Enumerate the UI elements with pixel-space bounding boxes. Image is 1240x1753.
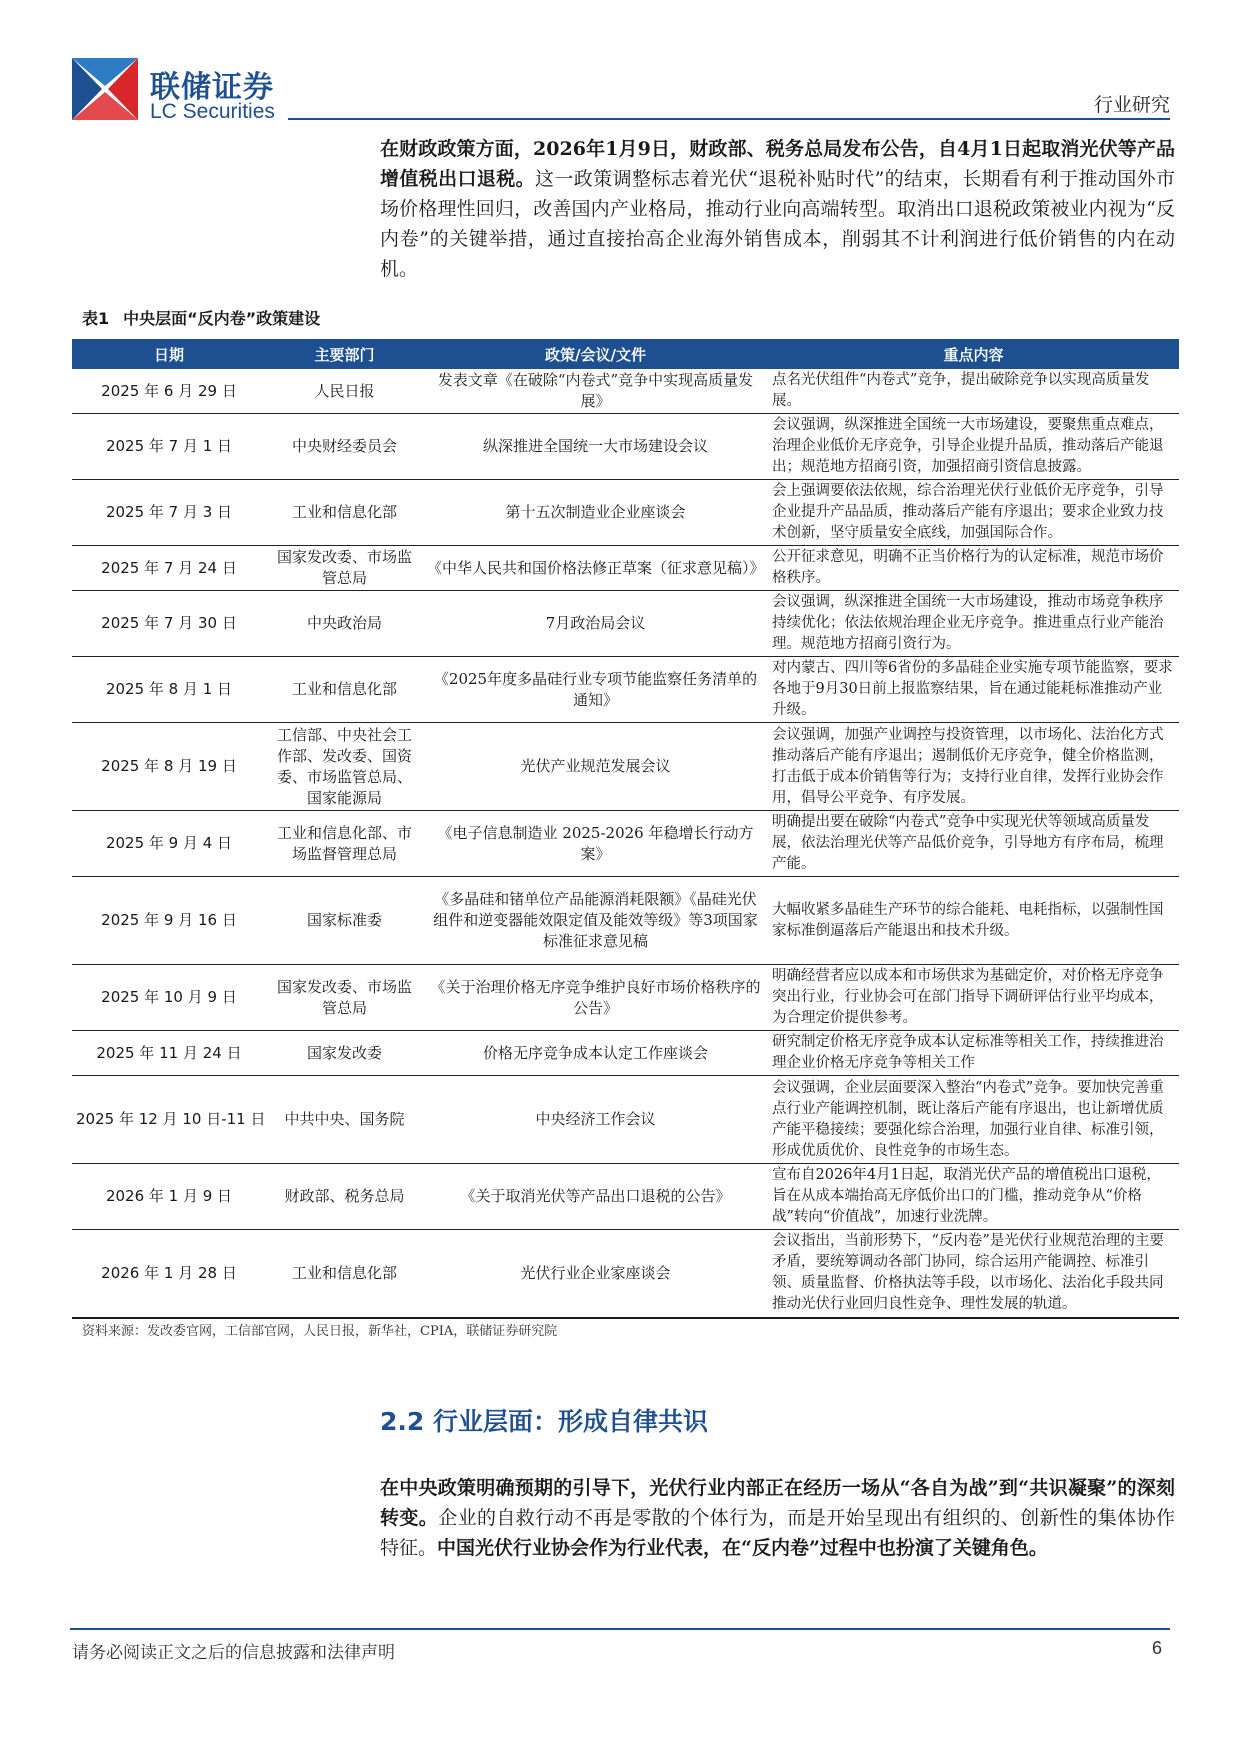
cell-policy: 第十五次制造业企业座谈会 [423, 480, 768, 546]
header-dept: 主要部门 [266, 339, 423, 369]
cell-dept: 工业和信息化部 [266, 480, 423, 546]
cell-content: 会议强调，企业层面要深入整治“内卷式”竞争。要加快完善重点行业产能调控机制，既让落后产能有序退出，也让新增优质产能平稳接续；要强化综合治理，加强行业自律、标准引领，形成优质优价、良性竞争的市场生态。 [768, 1076, 1179, 1164]
cell-dept: 国家发改委 [266, 1031, 423, 1076]
cell-date: 2025 年 10 月 9 日 [72, 965, 266, 1031]
paragraph-bold-text: 中国光伏行业协会作为行业代表，在“反内卷”过程中也扮演了关键角色。 [437, 1537, 1048, 1559]
table-row [72, 1031, 1179, 1076]
cell-dept: 工信部、中央社会工作部、发改委、国资委、市场监管总局、国家能源局 [266, 723, 423, 811]
cell-date: 2026 年 1 月 28 日 [72, 1230, 266, 1318]
paragraph-bold-text: 在中央政策明确预期的引导下，光伏行业内部正在经历一场从“各自为战”到“共识凝聚”的深刻转变。 [380, 1477, 1175, 1529]
cell-content: 研究制定价格无序竞争成本认定标准等相关工作，持续推进治理企业价格无序竞争等相关工作 [768, 1031, 1179, 1076]
fiscal-policy-paragraph [380, 134, 1175, 284]
cell-content: 会议强调，加强产业调控与投资管理，以市场化、法治化方式推动落后产能有序退出；遏制低价无序竞争，健全价格监测，打击低于成本价销售等行为；支持行业自律，发挥行业协会作用，倡导公平竞争、有序发展。 [768, 723, 1179, 811]
cell-policy: 《关于治理价格无序竞争维护良好市场价格秩序的公告》 [423, 965, 768, 1031]
table-row [72, 1164, 1179, 1230]
table-number: 表1 [82, 309, 110, 328]
cell-policy: 《中华人民共和国价格法修正草案（征求意见稿）》 [423, 546, 768, 591]
cell-content: 会上强调要依法依规，综合治理光伏行业低价无序竞争，引导企业提升产品品质，推动落后产能有序退出；要求企业致力技术创新，坚守质量安全底线，加强国际合作。 [768, 480, 1179, 546]
cell-content: 宣布自2026年4月1日起，取消光伏产品的增值税出口退税，旨在从成本端抬高无序低价出口的门槛，推动竞争从“价格战”转向“价值战”，加速行业洗牌。 [768, 1164, 1179, 1230]
table-row [72, 657, 1179, 723]
cell-date: 2026 年 1 月 9 日 [72, 1164, 266, 1230]
cell-date: 2025 年 7 月 1 日 [72, 414, 266, 480]
cell-date: 2025 年 9 月 16 日 [72, 877, 266, 965]
cell-dept: 人民日报 [266, 369, 423, 414]
cell-date: 2025 年 6 月 29 日 [72, 369, 266, 414]
cell-date: 2025 年 12 月 10 日-11 日 [72, 1076, 266, 1164]
cell-content: 明确提出要在破除“内卷式”竞争中实现光伏等领域高质量发展，依法治理光伏等产品低价竞争，引导地方有序布局，梳理产能。 [768, 811, 1179, 877]
logo-name-en: LC Securities [150, 100, 275, 123]
policy-table [72, 339, 1179, 1319]
cell-content: 会议指出，当前形势下，“反内卷”是光伏行业规范治理的主要矛盾，要统筹调动各部门协同，综合运用产能调控、标准引领、质量监督、价格执法等手段，以市场化、法治化手段共同推动光伏行业回归良性竞争、理性发展的轨道。 [768, 1230, 1179, 1318]
cell-policy: 《电子信息制造业 2025-2026 年稳增长行动方案》 [423, 811, 768, 877]
cell-policy: 7月政治局会议 [423, 591, 768, 657]
paragraph-bold-text: 在财政政策方面，2026年1月9日，财政部、税务总局发布公告，自4月1日起取消光伏等产品增值税出口退税。 [380, 138, 1175, 190]
cell-policy: 价格无序竞争成本认定工作座谈会 [423, 1031, 768, 1076]
cell-dept: 国家标准委 [266, 877, 423, 965]
table-header-row [72, 339, 1179, 369]
cell-policy: 光伏行业企业家座谈会 [423, 1230, 768, 1318]
table-row [72, 965, 1179, 1031]
industry-consensus-paragraph [380, 1473, 1175, 1563]
cell-date: 2025 年 7 月 3 日 [72, 480, 266, 546]
table-row [72, 811, 1179, 877]
cell-content: 点名光伏组件“内卷式”竞争，提出破除竞争以实现高质量发展。 [768, 369, 1179, 414]
cell-policy: 《关于取消光伏等产品出口退税的公告》 [423, 1164, 768, 1230]
table-title: 中央层面“反内卷”政策建设 [123, 309, 321, 328]
cell-dept: 中央政治局 [266, 591, 423, 657]
report-category: 行业研究 [1093, 94, 1170, 116]
paragraph-text: 这一政策调整标志着光伏“退税补贴时代”的结束，长期看有利于推动国外市场价格理性回归，改善国内产业格局，推动行业向高端转型。取消出口退税政策被业内视为“反内卷”的关键举措，通过直接抬高企业海外销售成本，削弱其不计利润进行低价销售的内在动机。 [380, 168, 1175, 280]
cell-policy: 发表文章《在破除“内卷式”竞争中实现高质量发展》 [423, 369, 768, 414]
table-source-note: 资料来源：发改委官网，工信部官网，人民日报，新华社，CPIA，联储证券研究院 [82, 1324, 558, 1339]
cell-content: 大幅收紧多晶硅生产环节的综合能耗、电耗指标，以强制性国家标准倒逼落后产能退出和技术升级。 [768, 877, 1179, 965]
cell-content: 会议强调，纵深推进全国统一大市场建设，推动市场竞争秩序持续优化；依法依规治理企业无序竞争。推进重点行业产能治理。规范地方招商引资行为。 [768, 591, 1179, 657]
cell-content: 对内蒙古、四川等6省份的多晶硅企业实施专项节能监察，要求各地于9月30日前上报监察结果，旨在通过能耗标准推动产业升级。 [768, 657, 1179, 723]
table-caption [82, 306, 320, 329]
header-date: 日期 [72, 339, 266, 369]
footer-divider [70, 1628, 1170, 1630]
cell-dept: 工业和信息化部 [266, 1230, 423, 1318]
cell-policy: 中央经济工作会议 [423, 1076, 768, 1164]
cell-content: 明确经营者应以成本和市场供求为基础定价，对价格无序竞争突出行业，行业协会可在部门指导下调研评估行业平均成本，为合理定价提供参考。 [768, 965, 1179, 1031]
table-row [72, 591, 1179, 657]
cell-dept: 中央财经委员会 [266, 414, 423, 480]
lc-securities-logo-icon [72, 58, 138, 120]
cell-policy: 纵深推进全国统一大市场建设会议 [423, 414, 768, 480]
section-title: 2.2 行业层面：形成自律共识 [380, 1407, 708, 1436]
cell-policy: 《多晶硅和锗单位产品能源消耗限额》《晶硅光伏组件和逆变器能效限定值及能效等级》等3项国家标准征求意见稿 [423, 877, 768, 965]
table-row [72, 1230, 1179, 1318]
cell-dept: 中共中央、国务院 [266, 1076, 423, 1164]
header-divider [288, 118, 1170, 120]
cell-content: 会议强调，纵深推进全国统一大市场建设，要聚焦重点难点，治理企业低价无序竞争，引导企业提升品质，推动落后产能退出；规范地方招商引资，加强招商引资信息披露。 [768, 414, 1179, 480]
table-row [72, 723, 1179, 811]
cell-dept: 工业和信息化部 [266, 657, 423, 723]
table-row [72, 414, 1179, 480]
logo-name-cn: 联储证券 [150, 70, 274, 105]
cell-content: 公开征求意见，明确不正当价格行为的认定标准，规范市场价格秩序。 [768, 546, 1179, 591]
cell-policy: 光伏产业规范发展会议 [423, 723, 768, 811]
cell-dept: 工业和信息化部、市场监督管理总局 [266, 811, 423, 877]
cell-date: 2025 年 8 月 19 日 [72, 723, 266, 811]
cell-dept: 国家发改委、市场监管总局 [266, 546, 423, 591]
page-number: 6 [1151, 1638, 1162, 1658]
cell-dept: 财政部、税务总局 [266, 1164, 423, 1230]
cell-date: 2025 年 7 月 30 日 [72, 591, 266, 657]
cell-date: 2025 年 8 月 1 日 [72, 657, 266, 723]
table-row [72, 877, 1179, 965]
header-content: 重点内容 [768, 339, 1179, 369]
header-policy: 政策/会议/文件 [423, 339, 768, 369]
disclaimer-notice: 请务必阅读正文之后的信息披露和法律声明 [72, 1643, 395, 1663]
cell-date: 2025 年 11 月 24 日 [72, 1031, 266, 1076]
cell-date: 2025 年 7 月 24 日 [72, 546, 266, 591]
paragraph-text: 企业的自救行动不再是零散的个体行为，而是开始呈现出有组织的、创新性的集体协作特征。 [380, 1507, 1175, 1559]
table-row [72, 480, 1179, 546]
table-row [72, 546, 1179, 591]
table-row [72, 1076, 1179, 1164]
cell-date: 2025 年 9 月 4 日 [72, 811, 266, 877]
table-row [72, 369, 1179, 414]
cell-policy: 《2025年度多晶硅行业专项节能监察任务清单的通知》 [423, 657, 768, 723]
cell-dept: 国家发改委、市场监管总局 [266, 965, 423, 1031]
